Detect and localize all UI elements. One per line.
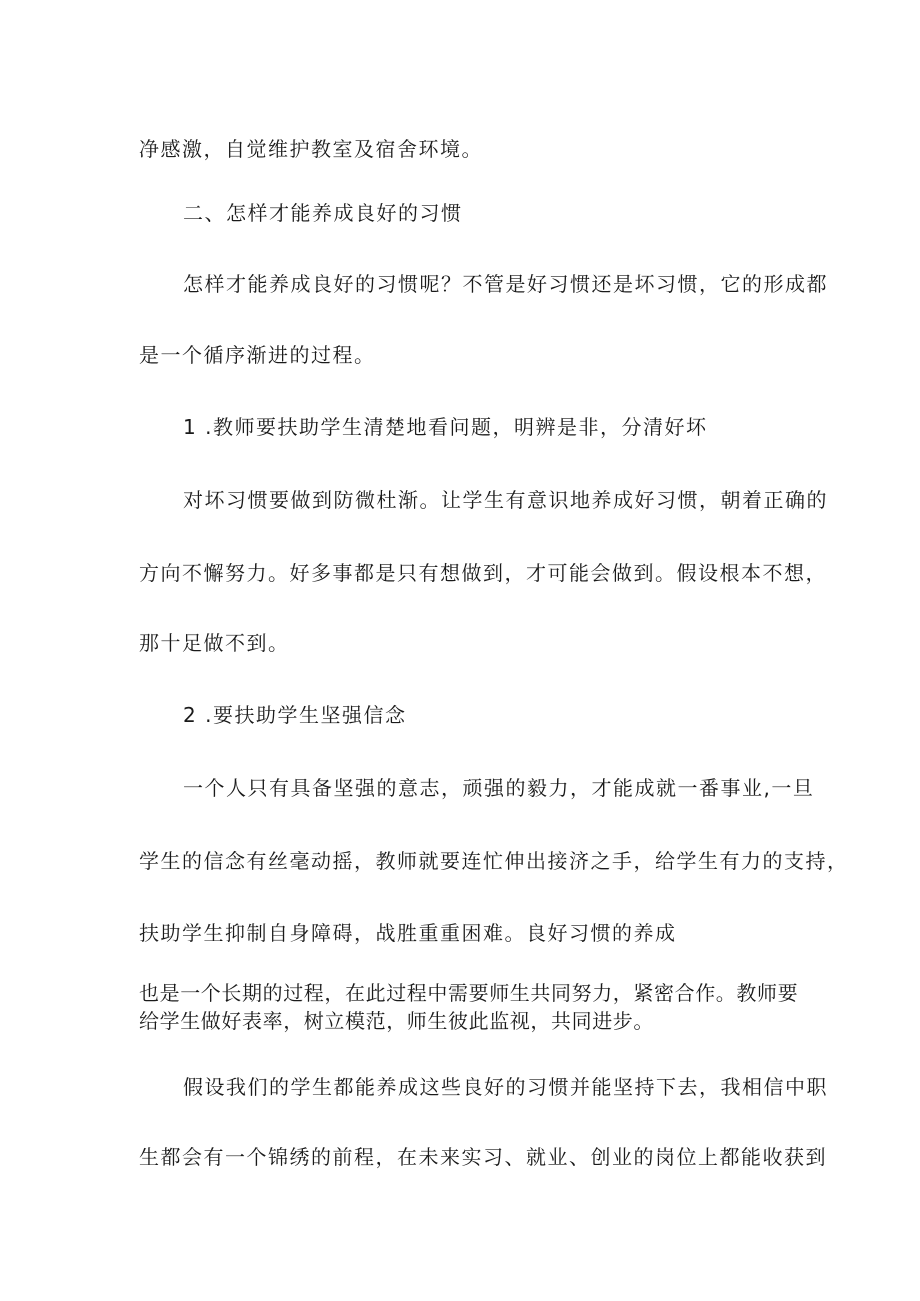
- paragraph-line: 是一个循序渐进的过程。: [139, 343, 376, 367]
- paragraph-line: 给学生做好表率，树立模范，师生彼此监视，共同进步。: [139, 1009, 654, 1033]
- paragraph-line: 学生的信念有丝毫动摇，教师就要连忙伸出接济之手，给学生有力的支持，: [139, 849, 849, 873]
- paragraph-line: 一个人只有具备坚强的意志，顽强的毅力，才能成就一番事业,一旦: [183, 776, 815, 800]
- paragraph-line: 生都会有一个锦绣的前程，在未来实习、就业、创业的岗位上都能收获到: [139, 1145, 827, 1169]
- paragraph-line: 扶助学生抑制自身障碍，战胜重重困难。良好习惯的养成: [139, 921, 677, 945]
- paragraph-line: 方向不懈努力。好多事都是只有想做到，才可能会做到。假设根本不想，: [139, 561, 827, 585]
- paragraph-line: 也是一个长期的过程，在此过程中需要师生共同努力，紧密合作。教师要: [139, 981, 799, 1005]
- paragraph-line: 假设我们的学生都能养成这些良好的习惯并能坚持下去，我相信中职: [183, 1075, 828, 1099]
- paragraph-line: 那十足做不到。: [139, 631, 290, 655]
- list-heading-2: 2 .要扶助学生坚强信念: [183, 703, 407, 727]
- paragraph-line: 对坏习惯要做到防微杜渐。让学生有意识地养成好习惯，朝着正确的: [183, 488, 828, 512]
- section-heading: 二、怎样才能养成良好的习惯: [183, 201, 463, 225]
- list-heading-1: 1 .教师要扶助学生清楚地看问题，明辨是非，分清好坏: [183, 415, 708, 439]
- paragraph-line: 怎样才能养成良好的习惯呢？不管是好习惯还是坏习惯，它的形成都: [183, 272, 828, 296]
- paragraph-line: 净感激，自觉维护教室及宿舍环境。: [139, 137, 483, 161]
